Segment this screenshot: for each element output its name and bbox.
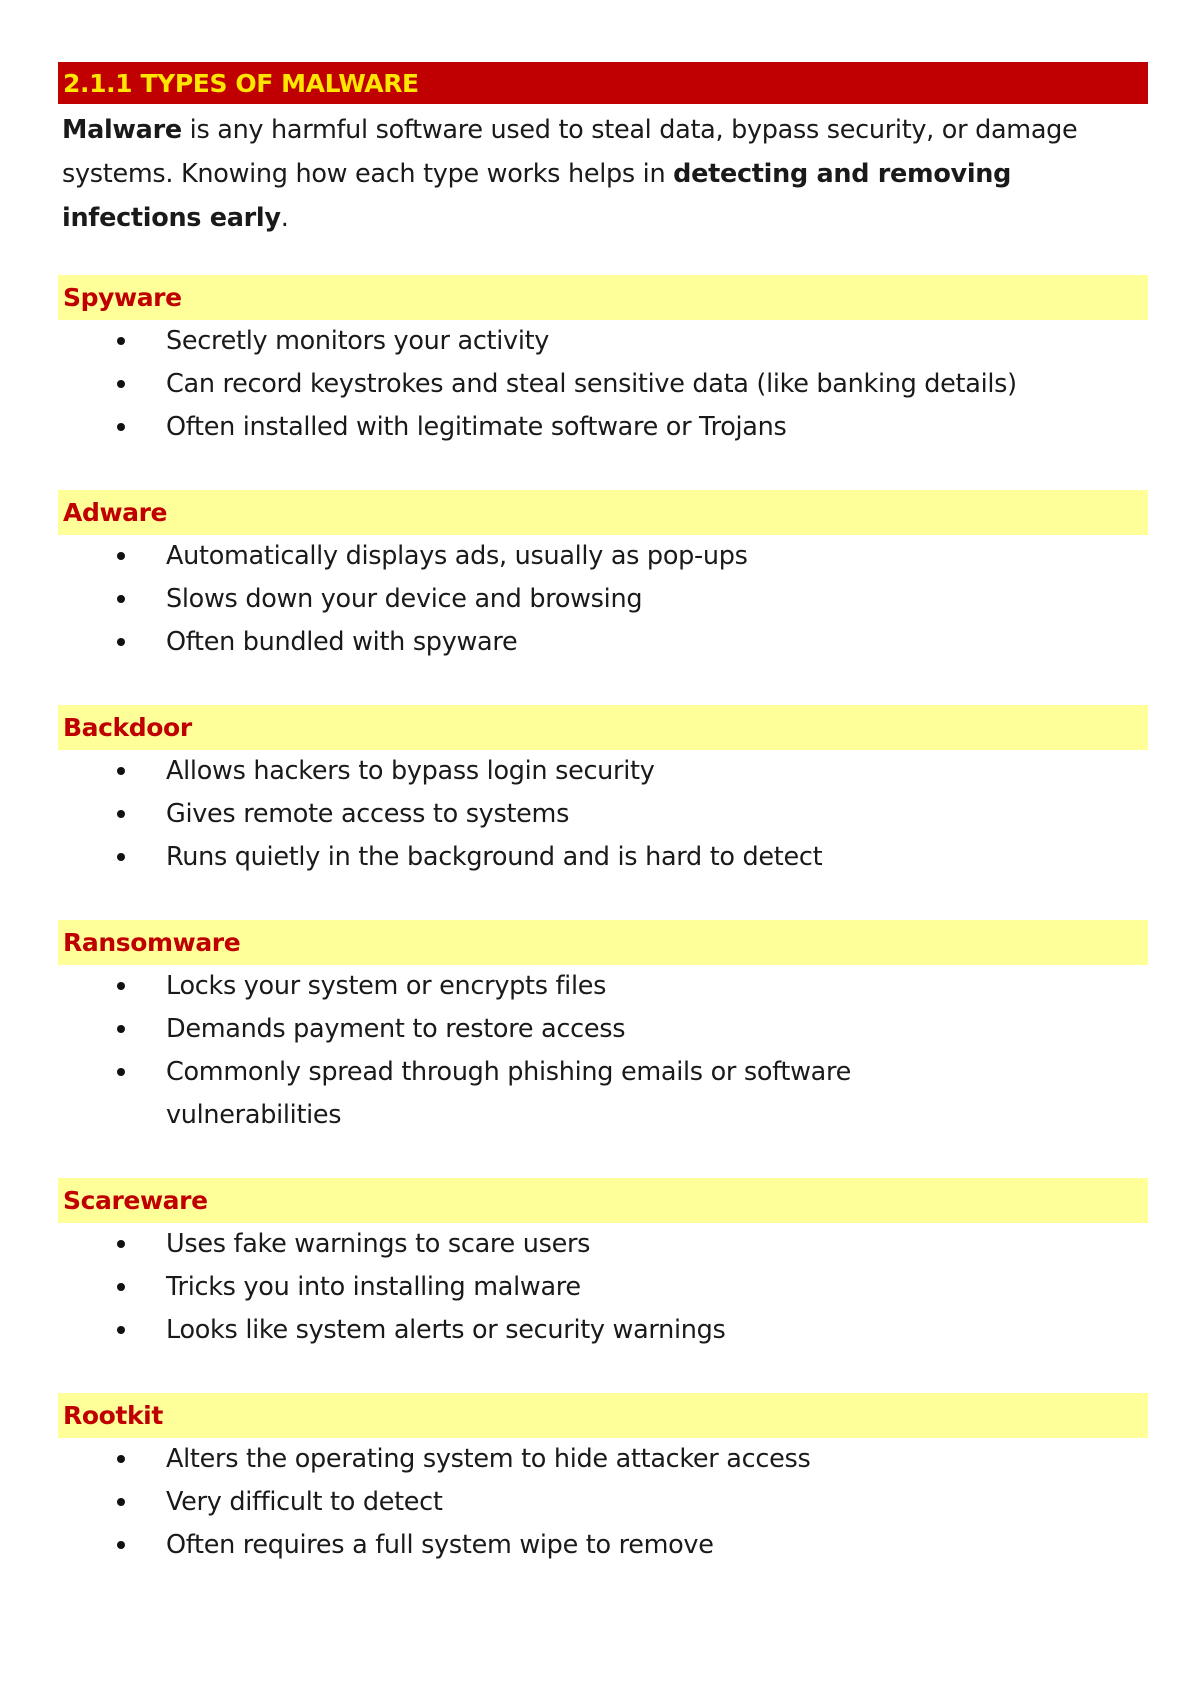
list-item — [58, 1481, 1148, 1524]
section-spyware — [58, 275, 1148, 449]
section-title: Rootkit — [63, 1401, 163, 1430]
bullet-list — [58, 1438, 1148, 1567]
bullet-list — [58, 535, 1148, 664]
bullet-icon — [117, 1455, 125, 1463]
list-item-text: Looks like system alerts or security warnings — [166, 1315, 726, 1345]
section-heading — [58, 62, 1148, 104]
list-item-text: Alters the operating system to hide attacker access — [166, 1444, 811, 1474]
list-item — [58, 965, 1148, 1008]
list-item — [58, 320, 1148, 363]
list-item-text: Runs quietly in the background and is hard to detect — [166, 842, 823, 872]
bullet-icon — [117, 1283, 125, 1291]
bullet-icon — [117, 1025, 125, 1033]
section-title: Spyware — [63, 283, 182, 312]
list-item — [58, 535, 1148, 578]
bullet-icon — [117, 423, 125, 431]
list-item — [58, 1524, 1148, 1567]
list-item — [58, 1266, 1148, 1309]
intro-bold-phrase: detecting and removing infections early — [62, 159, 1012, 233]
bullet-icon — [117, 1498, 125, 1506]
list-item-text: Slows down your device and browsing — [166, 584, 643, 614]
list-item-text: Often bundled with spyware — [166, 627, 518, 657]
list-item — [58, 406, 1148, 449]
section-title-bar — [58, 1178, 1148, 1223]
list-item-text: Very difficult to detect — [166, 1487, 443, 1517]
list-item — [58, 1008, 1148, 1051]
bullet-icon — [117, 1240, 125, 1248]
bullet-icon — [117, 853, 125, 861]
list-item — [58, 1309, 1148, 1352]
list-item — [58, 363, 1148, 406]
section-heading-text: 2.1.1 TYPES OF MALWARE — [63, 68, 419, 98]
bullet-icon — [117, 337, 125, 345]
list-item-text: Automatically displays ads, usually as pop-ups — [166, 541, 748, 571]
bullet-icon — [117, 595, 125, 603]
list-item-text: Can record keystrokes and steal sensitive data (like banking details) — [166, 369, 1017, 399]
list-item-text: Locks your system or encrypts files — [166, 971, 607, 1001]
list-item-text: Often installed with legitimate software or Trojans — [166, 412, 787, 442]
document-page — [58, 62, 1148, 1567]
intro-text-part1: is any harmful software used to steal data, bypass security, or damage systems. Knowing how each type works helps in — [62, 115, 1078, 189]
list-item — [58, 1438, 1148, 1481]
bullet-icon — [117, 1541, 125, 1549]
bullet-icon — [117, 982, 125, 990]
list-item — [58, 836, 1148, 879]
section-backdoor — [58, 705, 1148, 879]
intro-text-part2: . — [280, 203, 289, 233]
section-title-bar — [58, 1393, 1148, 1438]
section-title-bar — [58, 920, 1148, 965]
section-title: Ransomware — [63, 928, 241, 957]
bullet-list — [58, 750, 1148, 879]
list-item-text: Tricks you into installing malware — [166, 1272, 581, 1302]
bullet-icon — [117, 380, 125, 388]
bullet-list — [58, 320, 1148, 449]
bullet-list — [58, 1223, 1148, 1352]
intro-term: Malware — [62, 115, 182, 145]
bullet-icon — [117, 810, 125, 818]
list-item-text: Uses fake warnings to scare users — [166, 1229, 591, 1259]
section-adware — [58, 490, 1148, 664]
section-title-bar — [58, 705, 1148, 750]
section-title: Backdoor — [63, 713, 192, 742]
list-item — [58, 750, 1148, 793]
section-title-bar — [58, 490, 1148, 535]
list-item-text: Allows hackers to bypass login security — [166, 756, 655, 786]
bullet-icon — [117, 1068, 125, 1076]
list-item — [58, 1051, 1148, 1137]
section-title: Scareware — [63, 1186, 208, 1215]
malware-sections — [58, 275, 1148, 1567]
list-item-text: Commonly spread through phishing emails or software vulnerabilities — [166, 1057, 851, 1130]
section-ransomware — [58, 920, 1148, 1137]
section-rootkit — [58, 1393, 1148, 1567]
bullet-icon — [117, 767, 125, 775]
list-item-text: Demands payment to restore access — [166, 1014, 626, 1044]
bullet-icon — [117, 638, 125, 646]
section-title-bar — [58, 275, 1148, 320]
section-scareware — [58, 1178, 1148, 1352]
list-item — [58, 578, 1148, 621]
intro-paragraph — [62, 108, 1148, 240]
list-item-text: Gives remote access to systems — [166, 799, 570, 829]
list-item-text: Secretly monitors your activity — [166, 326, 550, 356]
bullet-icon — [117, 1326, 125, 1334]
list-item — [58, 1223, 1148, 1266]
bullet-icon — [117, 552, 125, 560]
list-item-text: Often requires a full system wipe to remove — [166, 1530, 714, 1560]
bullet-list — [58, 965, 1148, 1137]
list-item — [58, 621, 1148, 664]
list-item — [58, 793, 1148, 836]
section-title: Adware — [63, 498, 168, 527]
